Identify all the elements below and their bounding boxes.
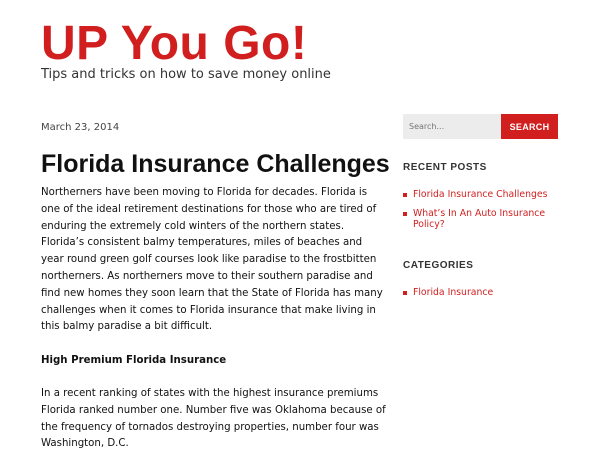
post-paragraph: Northerners have been moving to Florida for decades. Florida is one of the ideal retirement destinations for those who are tired of enduring the extremely cold winters of the northern states. Florida’s consistent balmy temperatures, miles of beaches and year round green golf courses look like paradise to the frostbitten northerners. As northerners move to their southern paradise and find new homes they soon learn that the State of Florida has many challenges when it comes to Florida insurance that make living in this balmy paradise a bit difficult. bbox=[41, 187, 383, 333]
bullet-icon bbox=[403, 291, 407, 295]
categories-title: CATEGORIES bbox=[403, 260, 474, 271]
bullet-icon bbox=[403, 193, 407, 197]
site-title[interactable]: UP You Go! bbox=[41, 17, 308, 70]
post-body bbox=[41, 185, 386, 470]
list-item bbox=[403, 189, 563, 201]
post-title: Florida Insurance Challenges bbox=[41, 150, 390, 178]
post-paragraph: In a recent ranking of states with the highest insurance premiums Florida ranked number one. Number five was Oklahoma because of the frequency of tornados destroying properties, number four was Washington, D.C. bbox=[41, 387, 386, 450]
recent-posts-list bbox=[403, 189, 563, 238]
recent-post-link[interactable]: What’s In An Auto Insurance Policy? bbox=[413, 207, 546, 230]
recent-posts-title: RECENT POSTS bbox=[403, 162, 487, 173]
search-input[interactable] bbox=[403, 114, 501, 139]
list-item bbox=[403, 208, 563, 231]
list-item bbox=[403, 287, 563, 299]
bullet-icon bbox=[403, 212, 407, 216]
search-button[interactable]: SEARCH bbox=[501, 114, 558, 139]
categories-list bbox=[403, 287, 563, 306]
category-link[interactable]: Florida Insurance bbox=[413, 287, 494, 298]
post-date[interactable]: March 23, 2014 bbox=[41, 122, 120, 133]
site-tagline: Tips and tricks on how to save money online bbox=[41, 67, 331, 82]
post-subheading: High Premium Florida Insurance bbox=[41, 355, 227, 367]
recent-post-link[interactable]: Florida Insurance Challenges bbox=[413, 189, 548, 200]
